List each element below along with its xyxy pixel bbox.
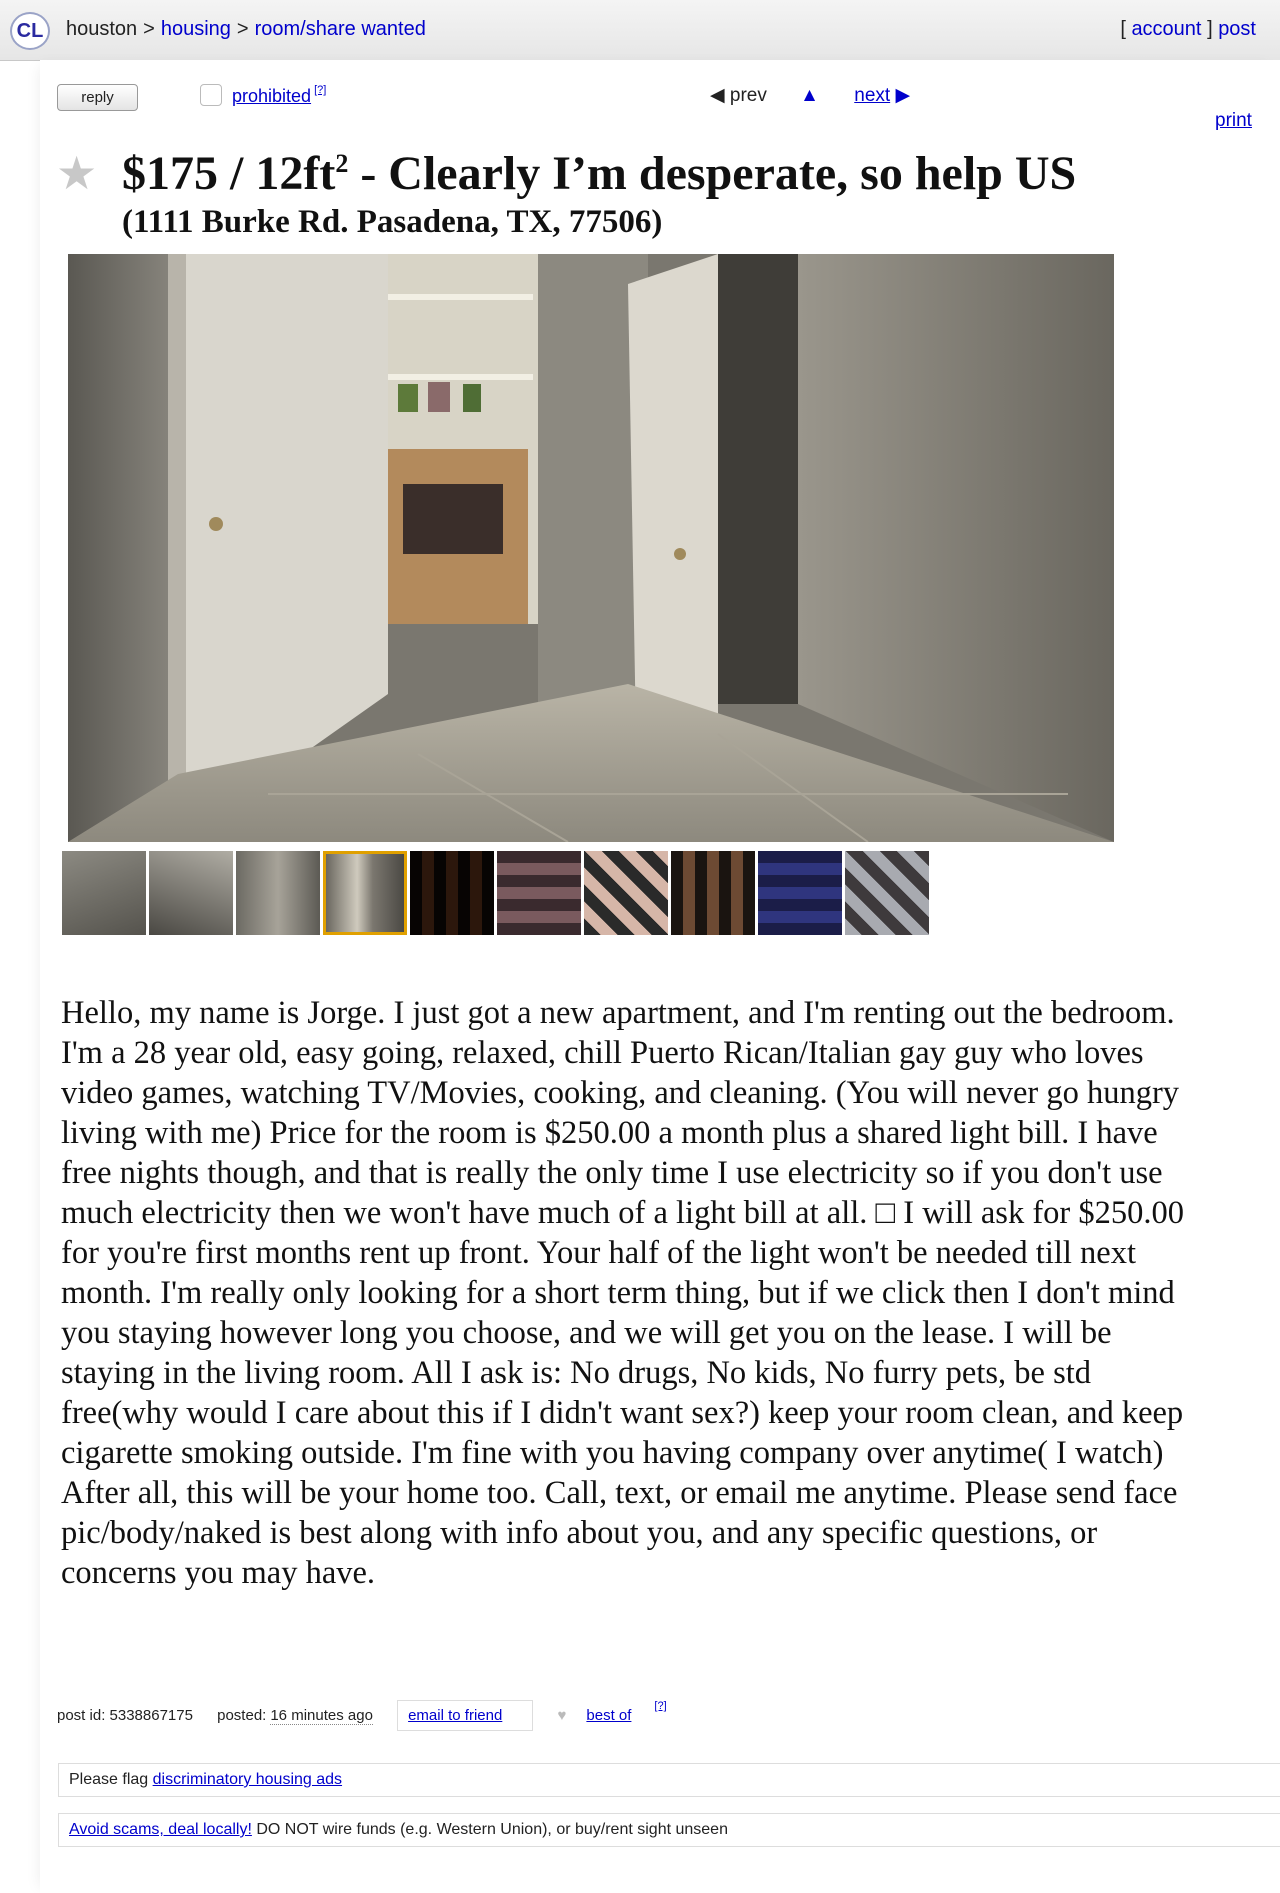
prev-arrow-icon: ◀ xyxy=(710,85,725,106)
thumbnail-pixelated[interactable] xyxy=(671,851,755,935)
prev-link[interactable]: prev xyxy=(729,85,767,106)
breadcrumb-room-share-wanted[interactable]: room/share wanted xyxy=(254,18,426,40)
help-link[interactable]: [?] xyxy=(314,84,327,96)
post-link[interactable]: post xyxy=(1218,18,1256,40)
scam-notice xyxy=(58,1813,1280,1847)
thumbnail-pixelated[interactable] xyxy=(758,851,842,935)
discriminatory-ads-link[interactable]: discriminatory housing ads xyxy=(152,1771,343,1788)
up-link[interactable]: ▲ xyxy=(800,85,819,106)
main-photo[interactable] xyxy=(68,254,1114,842)
account-links xyxy=(1120,18,1256,41)
thumbnail[interactable] xyxy=(236,851,320,935)
breadcrumb-separator: > xyxy=(143,18,155,40)
email-to-friend-link[interactable]: email to friend xyxy=(408,1707,503,1724)
print-link[interactable]: print xyxy=(1215,110,1252,131)
title-text: - Clearly I’m desperate, so help US xyxy=(348,147,1077,200)
email-to-friend-box xyxy=(397,1700,533,1731)
posted-value: 16 minutes ago xyxy=(270,1707,373,1724)
posting-title xyxy=(122,146,1076,201)
thumbnail-pixelated[interactable] xyxy=(845,851,929,935)
breadcrumb xyxy=(66,18,426,41)
posting-address: (1111 Burke Rd. Pasadena, TX, 77506) xyxy=(122,204,663,240)
hallway-photo-illustration xyxy=(68,254,1114,842)
thumbnail-pixelated[interactable] xyxy=(410,851,494,935)
scam-warning-text: DO NOT wire funds (e.g. Western Union), or buy/rent sight unseen xyxy=(256,1821,728,1838)
post-navigation xyxy=(710,84,910,107)
best-of xyxy=(557,1700,686,1724)
heart-icon: ♥ xyxy=(557,1707,567,1724)
favorite-star-icon[interactable]: ★ xyxy=(56,147,98,199)
thumbnail-pixelated[interactable] xyxy=(497,851,581,935)
bracket-close: ] xyxy=(1207,18,1213,40)
prohibited-checkbox[interactable] xyxy=(200,84,222,106)
thumbnail-strip xyxy=(62,851,932,935)
prohibited-link[interactable]: prohibited xyxy=(232,86,312,106)
breadcrumb-separator: > xyxy=(236,18,249,40)
flag-notice xyxy=(58,1763,1280,1797)
thumbnail[interactable] xyxy=(62,851,146,935)
flag-text: Please flag xyxy=(69,1771,149,1788)
best-of-help-link[interactable]: [?] xyxy=(654,1700,667,1712)
post-info xyxy=(57,1700,707,1731)
top-bar xyxy=(0,0,1280,61)
title-price: $175 / 12ft xyxy=(122,147,336,200)
posting-body: Hello, my name is Jorge. I just got a new apartment, and I'm renting out the bedroom. I'm a 28 year old, easy going, relaxed, chill Puerto Rican/Italian gay guy who loves video games, watching TV/Movies, cooking, and cleaning. (You will never go hungry living with me) Price for the room is $250.00 a month plus a shared light bill. I have free nights though, and that is really the only time I use electricity so if you don't use much electricity then we won't have much of a light bill at all. □ I will ask for $250.00 for you're first months rent up front. Your half of the light won't be needed till next month. I'm really only looking for a short term thing, but if we click then I don't mind you staying however long you choose, and we will get you on the lease. I will be staying in the living room. All I ask is: No drugs, No kids, No furry pets, be std free(why would I care about this if I didn't want sex?) keep your room clean, and keep cigarette smoking outside. I'm fine with you having company over anytime( I watch) After all, this will be your home too. Call, text, or email me anytime. Please send face pic/body/naked is best along with info about you, and any specific questions, or concerns you may have. xyxy=(61,995,1184,1591)
thumbnail-pixelated[interactable] xyxy=(584,851,668,935)
reply-button[interactable]: reply xyxy=(57,84,138,111)
bracket-open: [ xyxy=(1120,18,1126,40)
posted-label: posted: xyxy=(217,1707,267,1724)
next-link[interactable]: next xyxy=(854,85,891,106)
post-id: post id: 5338867175 xyxy=(57,1707,193,1724)
best-of-link[interactable]: best of xyxy=(586,1707,632,1724)
posted-time xyxy=(217,1707,373,1724)
avoid-scams-link[interactable]: Avoid scams, deal locally! xyxy=(69,1821,252,1838)
next-arrow-icon[interactable]: ▶ xyxy=(890,85,911,106)
breadcrumb-housing[interactable]: housing xyxy=(160,18,231,40)
thumbnail-selected[interactable] xyxy=(323,851,407,935)
craigslist-logo[interactable]: CL xyxy=(10,12,50,50)
thumbnail[interactable] xyxy=(149,851,233,935)
title-superscript: 2 xyxy=(335,149,349,178)
prohibited-flag xyxy=(200,84,326,107)
breadcrumb-houston[interactable]: houston xyxy=(66,18,138,40)
account-link[interactable]: account xyxy=(1131,18,1202,40)
